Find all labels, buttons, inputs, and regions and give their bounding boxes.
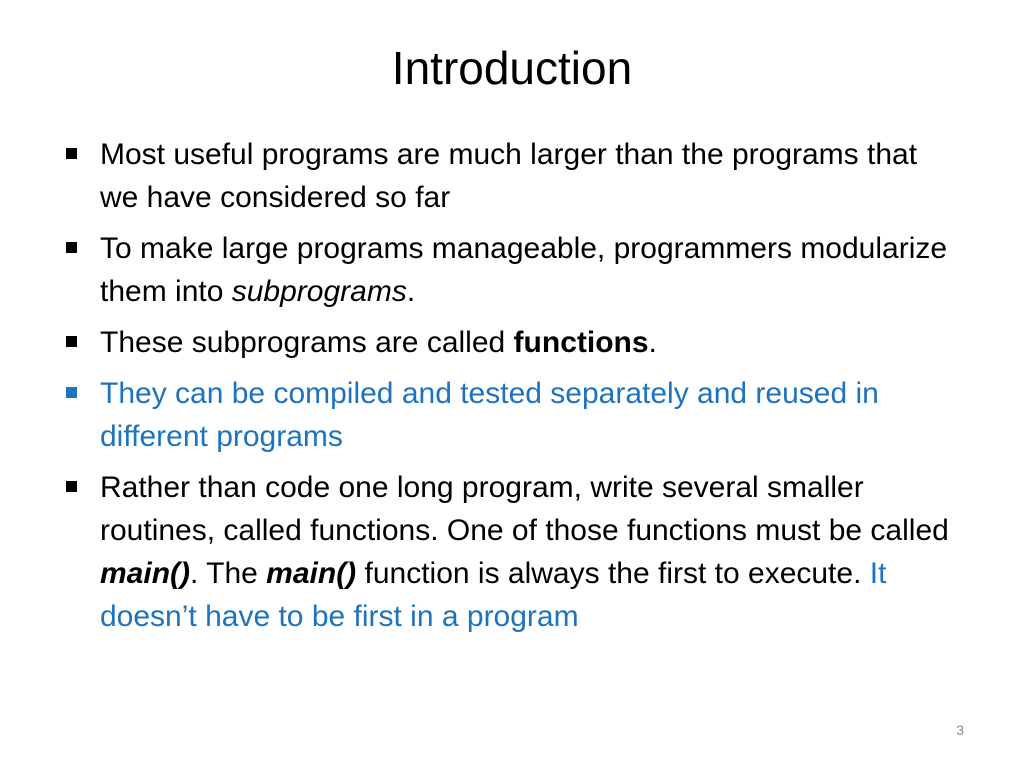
italic-term-subprograms: subprograms (231, 275, 407, 308)
bullet-text: function is always the first to execute. (356, 557, 870, 590)
slide-title: Introduction (391, 42, 633, 94)
bullet-item-5 (62, 466, 962, 638)
bullet-text: To make large programs manageable, programmers modularize them into (100, 232, 948, 308)
highlighted-note: It doesn’t have to be first in a program (100, 557, 887, 633)
square-bullet-icon (66, 336, 77, 347)
bullet-text: These subprograms are called (100, 326, 514, 359)
square-bullet-icon (66, 242, 77, 253)
bullet-text: . The (190, 557, 267, 590)
bullet-item-1 (62, 133, 962, 219)
bullet-text: Most useful programs are much larger than the programs that we have considered so far (100, 138, 918, 214)
bullet-text: They can be compiled and tested separately and reused in different programs (100, 377, 879, 453)
bold-term-functions: functions (513, 326, 649, 359)
square-bullet-icon (66, 148, 77, 159)
bullet-text: Rather than code one long program, write several smaller routines, called functions. One of those functions must be called (100, 471, 949, 547)
square-bullet-icon (66, 387, 77, 398)
code-term-main: main() (266, 557, 357, 590)
square-bullet-icon (66, 481, 77, 492)
bullet-list (62, 133, 962, 646)
code-term-main: main() (100, 557, 190, 590)
slide-number: 3 (956, 722, 964, 738)
bullet-item-3 (62, 321, 962, 364)
bullet-text-end: . (648, 326, 657, 359)
bullet-text-end: . (406, 275, 416, 308)
bullet-item-4 (62, 372, 962, 458)
bullet-item-2 (62, 227, 962, 313)
